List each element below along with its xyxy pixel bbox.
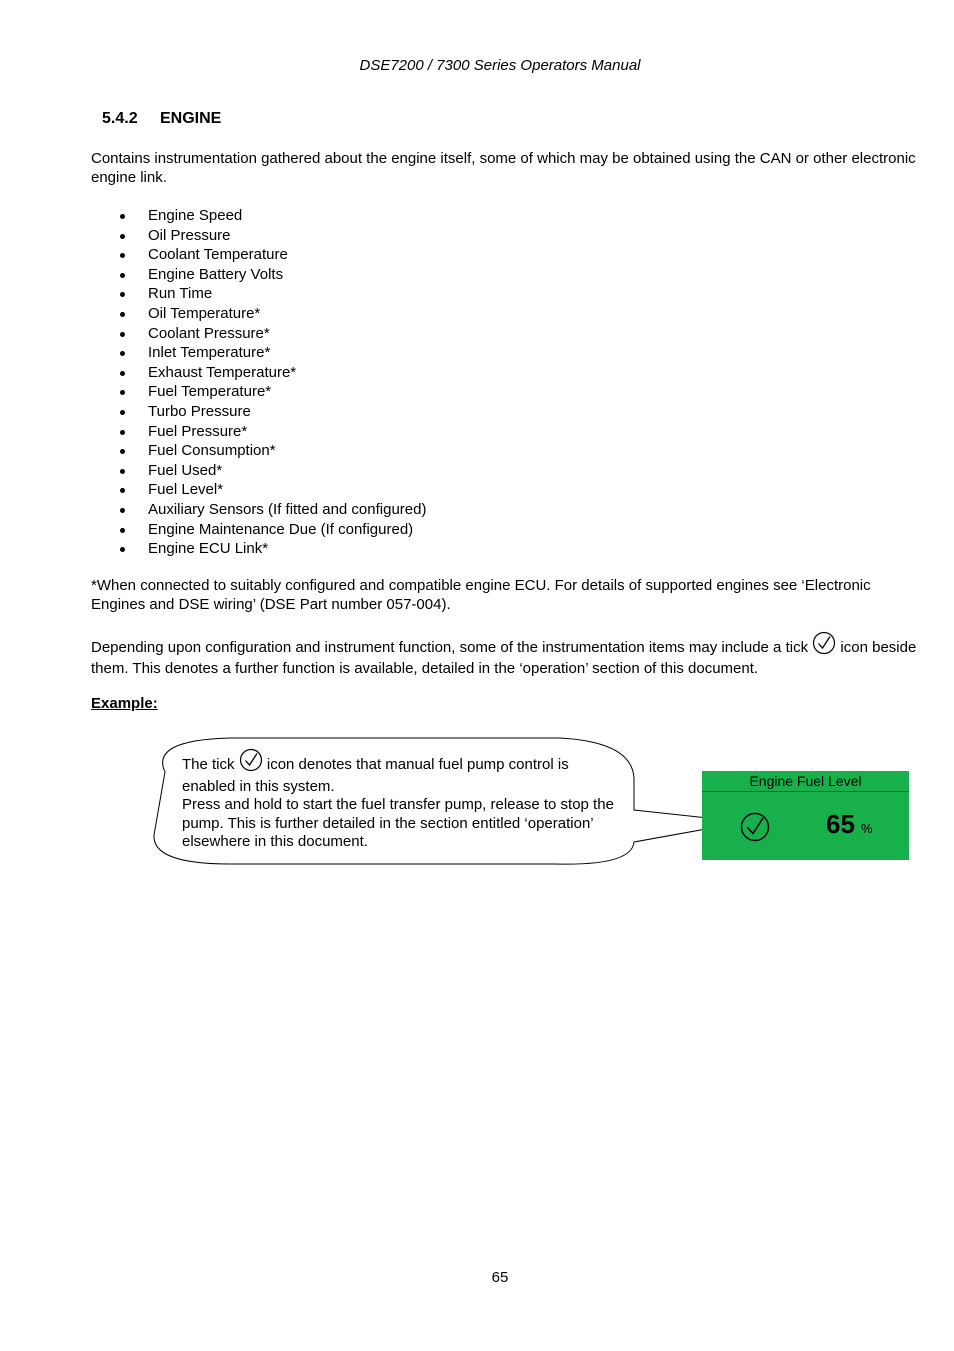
- section-number: 5.4.2: [102, 110, 138, 127]
- example-label: Example:: [91, 695, 158, 712]
- callout-text: [182, 748, 622, 852]
- list-item-label: Oil Pressure: [148, 226, 231, 244]
- list-item-label: Engine ECU Link*: [148, 540, 269, 558]
- fuel-level-value: 65: [826, 809, 855, 839]
- callout-text-line2: Press and hold to start the fuel transfer pump, release to stop the pump. This is further detailed in the section entitled ‘operation’ elsewhere in this document.: [182, 796, 614, 850]
- list-item-label: Run Time: [148, 285, 213, 303]
- fuel-level-unit: %: [861, 821, 873, 836]
- footnote-paragraph: *When connected to suitably configured and compatible engine ECU. For details of supported engines see ‘Electronic Engines and DSE wiring’ (DSE Part number 057-004).: [91, 577, 871, 613]
- list-item-label: Fuel Pressure*: [148, 422, 248, 440]
- fuel-pump-tick-icon[interactable]: [739, 811, 771, 848]
- list-item-label: Turbo Pressure: [148, 402, 251, 420]
- callout-text-after: icon denotes that manual fuel pump control is enabled in this system.: [182, 756, 569, 795]
- list-item-label: Engine Battery Volts: [148, 265, 284, 283]
- tick-circle-icon: [239, 748, 263, 778]
- list-item-label: Coolant Temperature: [148, 246, 288, 264]
- list-item-label: Fuel Level*: [148, 481, 224, 499]
- intro-paragraph: Contains instrumentation gathered about the engine itself, some of which may be obtained using the CAN or other electronic engine link.: [91, 150, 916, 186]
- engine-fuel-level-panel: [702, 771, 909, 860]
- callout-text-before: The tick: [182, 756, 239, 773]
- list-item-label: Oil Temperature*: [148, 304, 261, 322]
- list-item-label: Engine Speed: [148, 207, 243, 224]
- page-number: 65: [491, 1269, 509, 1286]
- list-item-label: Engine Maintenance Due (If configured): [148, 520, 414, 538]
- list-item-label: Exhaust Temperature*: [148, 363, 297, 381]
- manual-header: DSE7200 / 7300 Series Operators Manual: [359, 57, 641, 74]
- list-item-label: Fuel Consumption*: [148, 442, 276, 460]
- tick-description-text-after: icon beside them. This denotes a further function is available, detailed in the ‘operation’ section of this document.: [91, 639, 917, 677]
- tick-description-text-before: Depending upon configuration and instrument function, some of the instrumentation items may include a tick: [91, 639, 813, 656]
- list-item-label: Fuel Used*: [148, 461, 223, 479]
- list-item-label: Auxiliary Sensors (If fitted and configured): [148, 500, 427, 518]
- list-item-label: Inlet Temperature*: [148, 344, 271, 362]
- panel-title: Engine Fuel Level: [702, 771, 909, 792]
- list-item-label: Fuel Temperature*: [148, 383, 272, 401]
- section-title: ENGINE: [160, 110, 222, 127]
- list-item-label: Coolant Pressure*: [148, 324, 270, 342]
